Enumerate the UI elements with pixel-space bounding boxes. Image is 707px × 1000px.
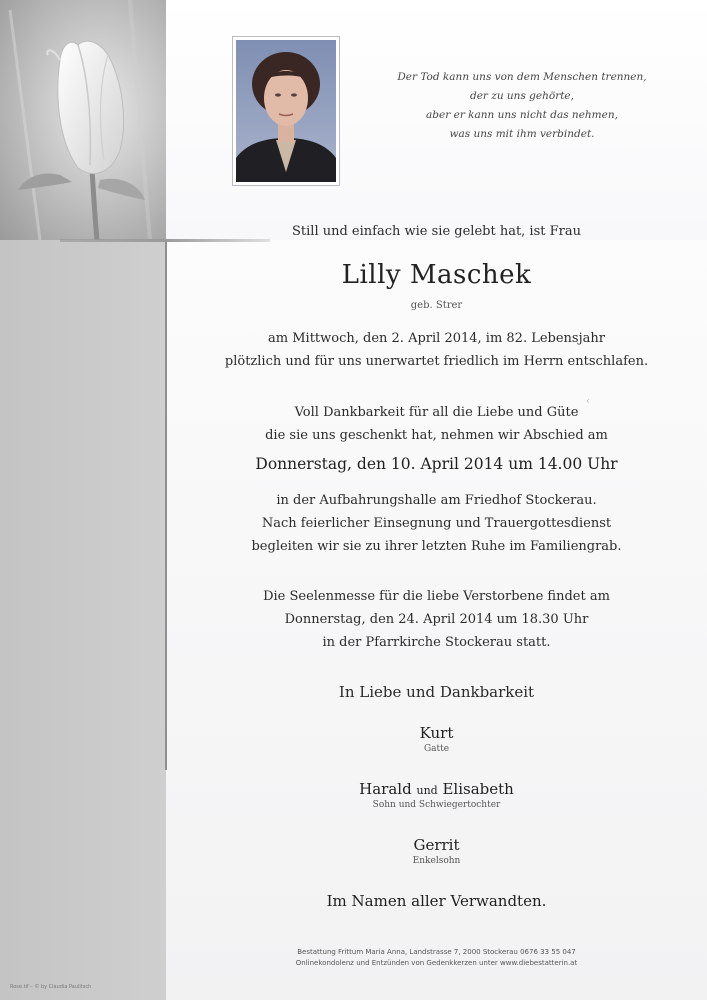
footer-line: Onlinekondolenz und Entzünden von Gedenkkerzen unter www.diebestatterin.at <box>295 959 578 967</box>
death-announcement <box>166 327 707 373</box>
mourner-entry <box>166 724 707 754</box>
funeral-details <box>166 489 707 558</box>
text-line: Nach feierlicher Einsegnung und Trauergottesdienst <box>261 516 612 531</box>
requiem-mass <box>166 585 707 654</box>
text-line: in der Pfarrkirche Stockerau statt. <box>322 635 551 650</box>
conjunction: und <box>416 784 438 797</box>
mourner-second-name: Elisabeth <box>442 780 514 798</box>
grey-side-band <box>0 240 166 1000</box>
image-credit: Rose.tif – © by Claudia Paulitsch <box>10 984 92 990</box>
mourner-relation: Sohn und Schwiegertochter <box>372 800 501 810</box>
intro-text: Still und einfach wie sie gelebt hat, ist Frau <box>292 224 581 239</box>
farewell-text <box>166 401 707 447</box>
text-line: plötzlich und für uns unerwartet friedlich im Herrn entschlafen. <box>224 354 649 369</box>
memorial-quote <box>392 68 652 144</box>
text-line: begleiten wir sie zu ihrer letzten Ruhe im Familiengrab. <box>251 539 622 554</box>
text-line: Voll Dankbarkeit für all die Liebe und Güte <box>294 405 579 420</box>
text-line: Die Seelenmesse für die liebe Verstorbene findet am <box>263 589 610 604</box>
mourner-relation: Enkelsohn <box>412 856 461 866</box>
love-gratitude-heading: In Liebe und Dankbarkeit <box>338 683 535 701</box>
quote-line: der zu uns gehörte, <box>470 90 574 102</box>
closing-line: Im Namen aller Verwandten. <box>326 892 547 910</box>
quote-line: Der Tod kann uns von dem Menschen trennen, <box>397 71 647 83</box>
mourner-entry <box>166 836 707 866</box>
text-line: in der Aufbahrungshalle am Friedhof Stockerau. <box>276 493 597 508</box>
mourner-name <box>166 780 707 798</box>
stray-mark: ‹ <box>586 396 590 407</box>
text-line: Donnerstag, den 24. April 2014 um 18.30 Uhr <box>284 612 589 627</box>
portrait-photo <box>232 36 340 186</box>
funeral-home-footer <box>166 947 707 969</box>
mourner-first-name: Harald <box>359 780 412 798</box>
deceased-name: Lilly Maschek <box>341 260 532 290</box>
mourner-name: Kurt <box>419 724 454 742</box>
mourner-relation: Gatte <box>423 744 450 754</box>
funeral-date: Donnerstag, den 10. April 2014 um 14.00 Uhr <box>255 455 618 473</box>
left-decor-panel <box>0 0 166 1000</box>
quote-line: was uns mit ihm verbindet. <box>449 128 595 140</box>
footer-line: Bestattung Frittum Maria Anna, Landstrasse 7, 2000 Stockerau 0676 33 55 047 <box>297 948 576 956</box>
mourner-name: Gerrit <box>413 836 460 854</box>
mourner-entry <box>166 780 707 810</box>
birth-name: geb. Strer <box>410 300 463 311</box>
text-line: die sie uns geschenkt hat, nehmen wir Abschied am <box>265 428 608 443</box>
white-rose-image <box>0 0 166 240</box>
text-line: am Mittwoch, den 2. April 2014, im 82. Lebensjahr <box>268 331 605 346</box>
quote-line: aber er kann uns nicht das nehmen, <box>426 109 618 121</box>
horizontal-divider <box>60 239 270 242</box>
